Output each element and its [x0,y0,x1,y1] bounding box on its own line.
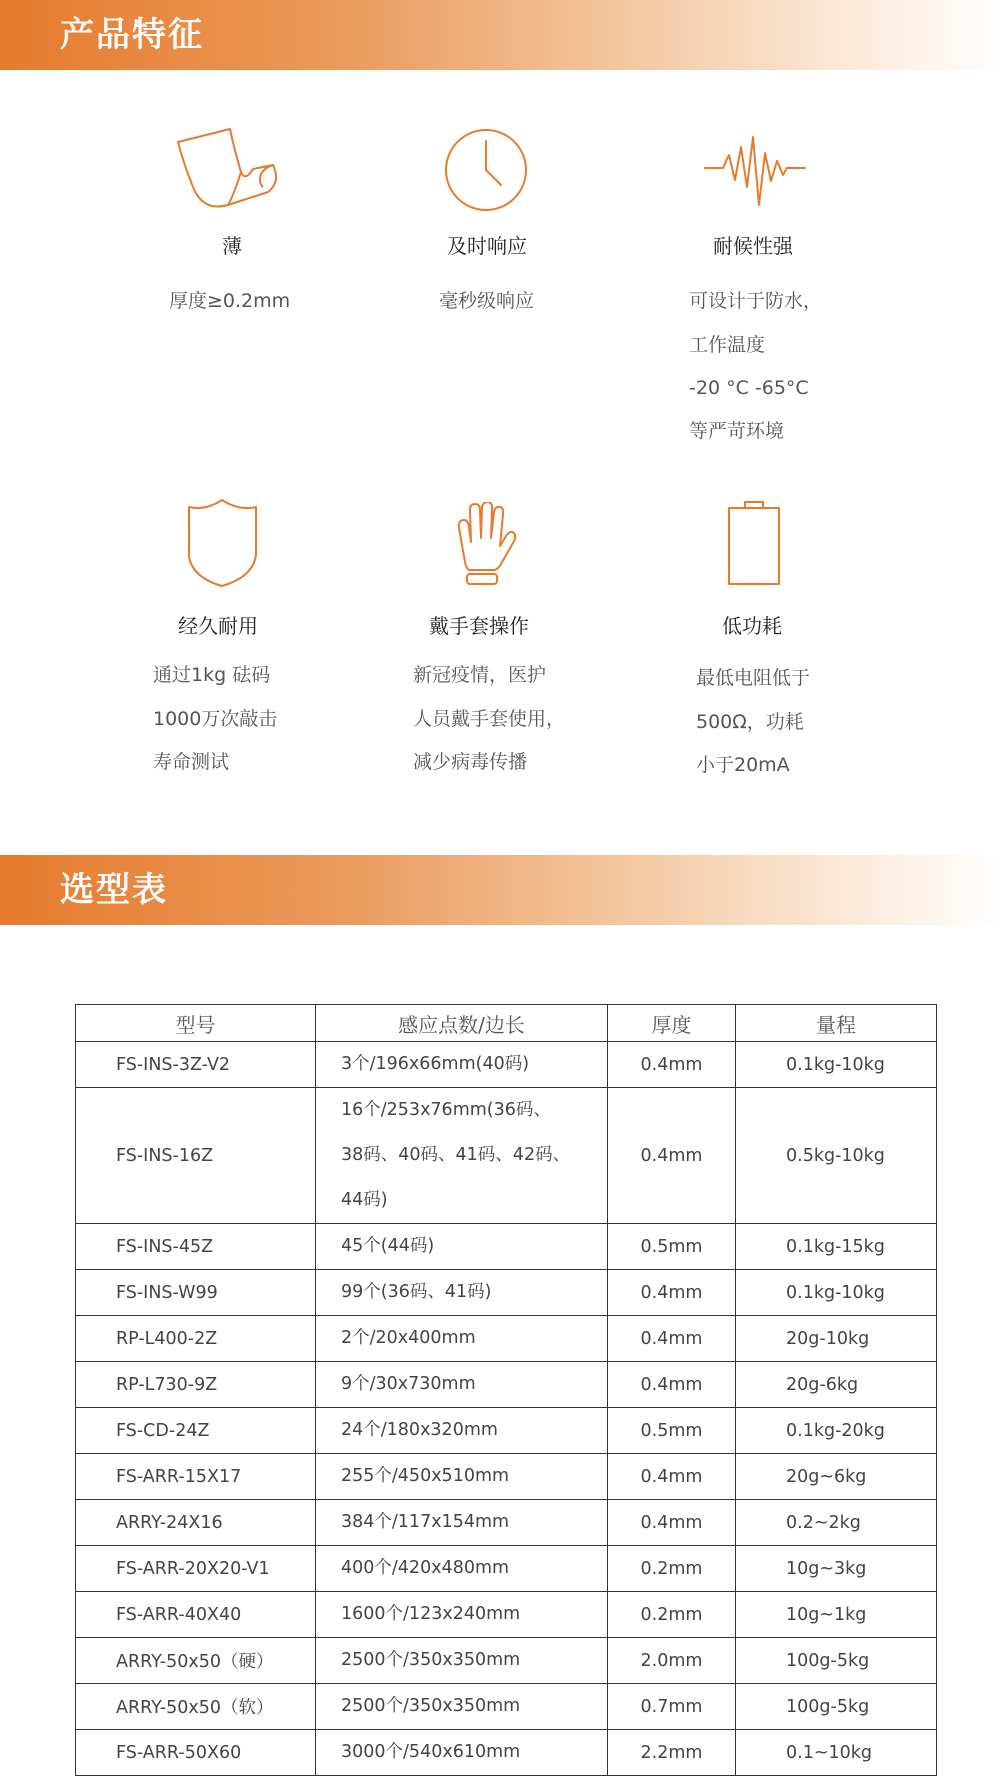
cell-points: 2个/20x400mm [316,1316,608,1362]
feature-desc: 厚度≥0.2mm [169,290,291,312]
feature-desc: 等严苛环境 [689,420,785,442]
glove-icon [455,502,517,588]
cell-points: 99个(36码、41码) [316,1270,608,1316]
table-row [76,1592,937,1638]
features-banner [0,0,1000,70]
table-row [76,1454,937,1500]
cell-points: 3个/196x66mm(40码) [316,1042,608,1088]
cell-points-multiline [316,1088,608,1224]
feature-title: 经久耐用 [178,614,258,638]
cell-model: RP-L730-9Z [76,1362,316,1408]
feature-desc: 最低电阻低于 [696,667,811,689]
battery-icon [726,500,782,586]
cell-points: 1600个/123x240mm [316,1592,608,1638]
cell-range: 0.1kg-20kg [736,1408,937,1454]
header-range: 量程 [736,1005,937,1042]
cell-range: 20g-10kg [736,1316,937,1362]
feature-desc: 新冠疫情，医护 [413,664,547,686]
feature-desc: 可设计于防水， [689,290,823,312]
features-section-title: 产品特征 [60,15,204,55]
cell-range: 0.1kg-10kg [736,1042,937,1088]
feature-desc: 小于20mA [696,754,790,776]
cell-thickness: 0.5mm [608,1224,736,1270]
cell-points: 9个/30x730mm [316,1362,608,1408]
feature-desc: 500Ω，功耗 [696,711,804,733]
cell-model: FS-ARR-40X40 [76,1592,316,1638]
cell-model: ARRY-24X16 [76,1500,316,1546]
cell-thickness: 0.4mm [608,1270,736,1316]
cell-model: FS-INS-16Z [76,1088,316,1224]
cell-thickness: 0.7mm [608,1684,736,1730]
feature-title: 低功耗 [722,614,782,638]
cell-points-line: 44码) [341,1190,388,1210]
cell-range: 0.1kg-15kg [736,1224,937,1270]
paper-sheet-icon [173,127,281,215]
cell-range: 100g-5kg [736,1684,937,1730]
waveform-icon [703,125,807,211]
selection-table [75,1004,937,1776]
table-row [76,1316,937,1362]
cell-points: 255个/450x510mm [316,1454,608,1500]
cell-model: FS-ARR-20X20-V1 [76,1546,316,1592]
cell-thickness: 0.4mm [608,1362,736,1408]
cell-range: 10g~1kg [736,1592,937,1638]
cell-model: FS-ARR-15X17 [76,1454,316,1500]
table-row [76,1224,937,1270]
cell-range: 100g-5kg [736,1638,937,1684]
cell-range: 10g~3kg [736,1546,937,1592]
feature-desc: 工作温度 [689,334,766,356]
feature-title: 戴手套操作 [429,614,529,638]
cell-thickness: 0.4mm [608,1316,736,1362]
cell-points: 3000个/540x610mm [316,1730,608,1776]
feature-title: 耐候性强 [713,234,793,258]
cell-thickness: 2.2mm [608,1730,736,1776]
cell-thickness: 2.0mm [608,1638,736,1684]
cell-thickness: 0.4mm [608,1454,736,1500]
table-row [76,1362,937,1408]
header-thickness: 厚度 [608,1005,736,1042]
cell-model: ARRY-50x50（软） [76,1684,316,1730]
cell-points-line: 38码、40码、41码、42码、 [341,1145,571,1165]
cell-thickness: 0.4mm [608,1042,736,1088]
feature-title: 及时响应 [447,234,527,258]
cell-range: 0.5kg-10kg [736,1088,937,1224]
feature-desc: 人员戴手套使用， [413,708,566,730]
table-row [76,1500,937,1546]
selection-banner [0,855,1000,925]
cell-range: 0.1~10kg [736,1730,937,1776]
selection-section-title: 选型表 [60,870,168,910]
table-row [76,1638,937,1684]
table-row [76,1408,937,1454]
cell-thickness: 0.4mm [608,1088,736,1224]
cell-model: FS-ARR-50X60 [76,1730,316,1776]
feature-desc: 毫秒级响应 [439,290,535,312]
table-row [76,1088,937,1224]
cell-range: 0.1kg-10kg [736,1270,937,1316]
header-model: 型号 [76,1005,316,1042]
cell-points: 384个/117x154mm [316,1500,608,1546]
table-header-row [76,1005,937,1042]
cell-thickness: 0.2mm [608,1546,736,1592]
table-row [76,1684,937,1730]
cell-thickness: 0.4mm [608,1500,736,1546]
cell-thickness: 0.5mm [608,1408,736,1454]
feature-desc: 寿命测试 [153,751,230,773]
table-row [76,1730,937,1776]
cell-points: 2500个/350x350mm [316,1638,608,1684]
cell-points: 45个(44码) [316,1224,608,1270]
cell-model: ARRY-50x50（硬） [76,1638,316,1684]
cell-range: 20g-6kg [736,1362,937,1408]
cell-points: 2500个/350x350mm [316,1684,608,1730]
table-row [76,1270,937,1316]
cell-model: FS-INS-3Z-V2 [76,1042,316,1088]
header-points: 感应点数/边长 [316,1005,608,1042]
table-row [76,1042,937,1088]
table-row [76,1546,937,1592]
feature-desc: 通过1kg 砝码 [153,664,271,686]
cell-range: 0.2~2kg [736,1500,937,1546]
feature-title: 薄 [222,234,242,258]
cell-model: FS-INS-W99 [76,1270,316,1316]
shield-icon [185,497,260,589]
cell-model: FS-CD-24Z [76,1408,316,1454]
cell-thickness: 0.2mm [608,1592,736,1638]
cell-model: RP-L400-2Z [76,1316,316,1362]
clock-icon [443,127,529,213]
feature-desc: 减少病毒传播 [413,751,528,773]
feature-desc: -20 °C -65°C [689,377,809,399]
cell-points: 24个/180x320mm [316,1408,608,1454]
cell-points: 400个/420x480mm [316,1546,608,1592]
cell-model: FS-INS-45Z [76,1224,316,1270]
cell-points-line: 16个/253x76mm(36码、 [341,1100,551,1120]
feature-desc: 1000万次敲击 [153,708,278,730]
cell-range: 20g~6kg [736,1454,937,1500]
